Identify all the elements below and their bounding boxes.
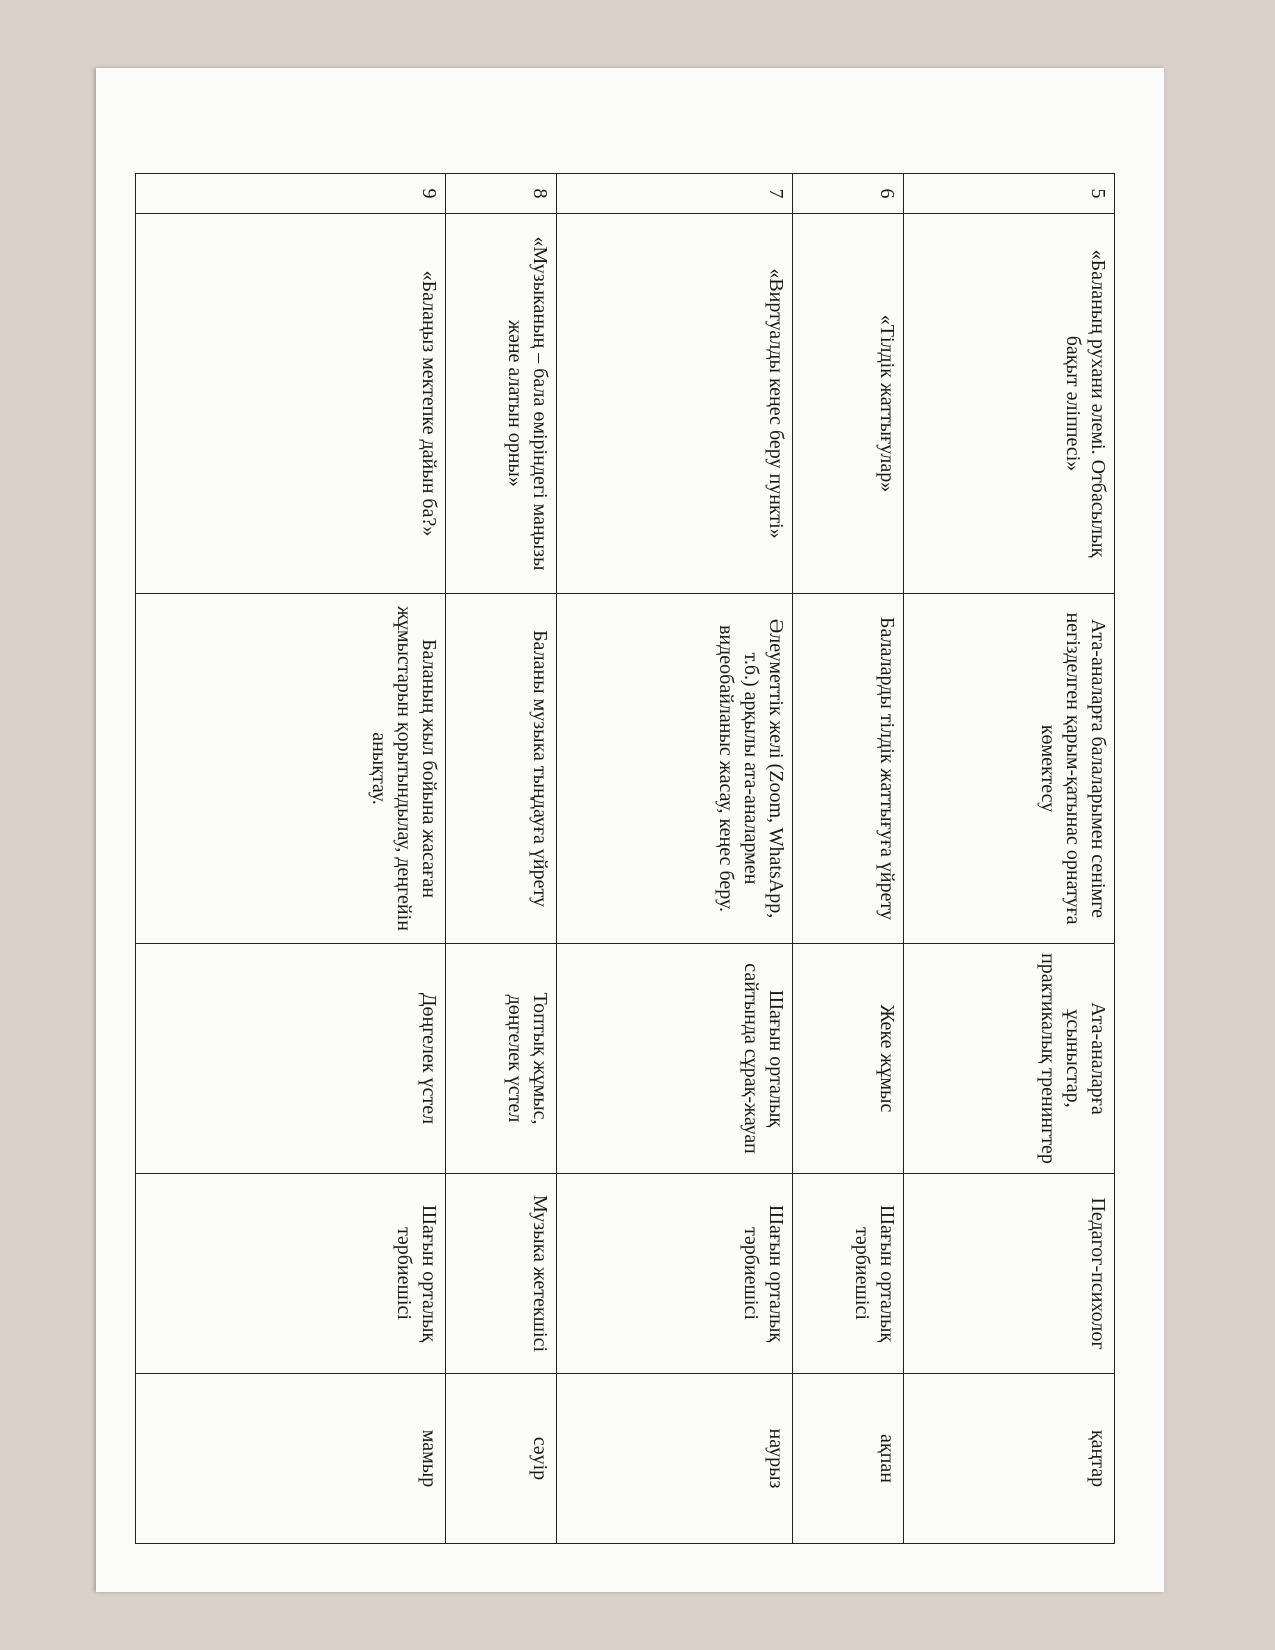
event-form: Топтық жұмыс, дөңгелек үстел <box>445 944 557 1174</box>
event-month: қаңтар <box>904 1374 1115 1544</box>
event-title: «Балаңыз мектепке дайын ба?» <box>136 214 446 594</box>
events-table-wrapper <box>135 173 1115 1543</box>
row-number: 7 <box>557 174 792 214</box>
event-goal: Балаларды тілдік жаттығуға үйрету <box>792 594 904 944</box>
table-row <box>445 174 557 1544</box>
event-goal: Баланы музыка тыңдауға үйрету <box>445 594 557 944</box>
events-table <box>135 173 1115 1544</box>
event-goal: Баланың жыл бойына жасаған жұмыстарын қорытындылау, деңгейін анықтау. <box>136 594 446 944</box>
row-number: 9 <box>136 174 446 214</box>
event-form: Жеке жұмыс <box>792 944 904 1174</box>
event-responsible: Педагог-психолог <box>904 1174 1115 1374</box>
event-title: «Баланың рухани әлемі. Отбасылық бақыт әліппесі» <box>904 214 1115 594</box>
event-form: Ата-аналарға ұсыныстар, практикалық тренингтер <box>904 944 1115 1174</box>
event-form: Дөңгелек үстел <box>136 944 446 1174</box>
event-title: «Виртуалды кеңес беру пункті» <box>557 214 792 594</box>
table-row <box>557 174 792 1544</box>
event-month: сәуір <box>445 1374 557 1544</box>
event-month: наурыз <box>557 1374 792 1544</box>
event-month: мамыр <box>136 1374 446 1544</box>
table-row <box>792 174 904 1544</box>
row-number: 8 <box>445 174 557 214</box>
row-number: 6 <box>792 174 904 214</box>
event-responsible: Шағын орталық тәрбиешісі <box>136 1174 446 1374</box>
event-title: «Тілдік жаттығулар» <box>792 214 904 594</box>
table-row <box>904 174 1115 1544</box>
event-form: Шағын орталық сайтында сұрақ-жауап <box>557 944 792 1174</box>
event-goal: Ата-аналарға балаларымен сенімге негізделген қарым-қатынас орнатуға көмектесу <box>904 594 1115 944</box>
event-responsible: Шағын орталық тәрбиешісі <box>557 1174 792 1374</box>
row-number: 5 <box>904 174 1115 214</box>
event-title: «Музыканың – бала өміріндегі маңызы және алатын орны» <box>445 214 557 594</box>
event-responsible: Музыка жетекшісі <box>445 1174 557 1374</box>
event-responsible: Шағын орталық тәрбиешісі <box>792 1174 904 1374</box>
event-goal: Әлеуметтік желі (Zoom, WhatsApp, т.б.) арқылы ата-аналармен видеобайланыс жасау, кеңес беру. <box>557 594 792 944</box>
table-row <box>136 174 446 1544</box>
event-month: ақпан <box>792 1374 904 1544</box>
